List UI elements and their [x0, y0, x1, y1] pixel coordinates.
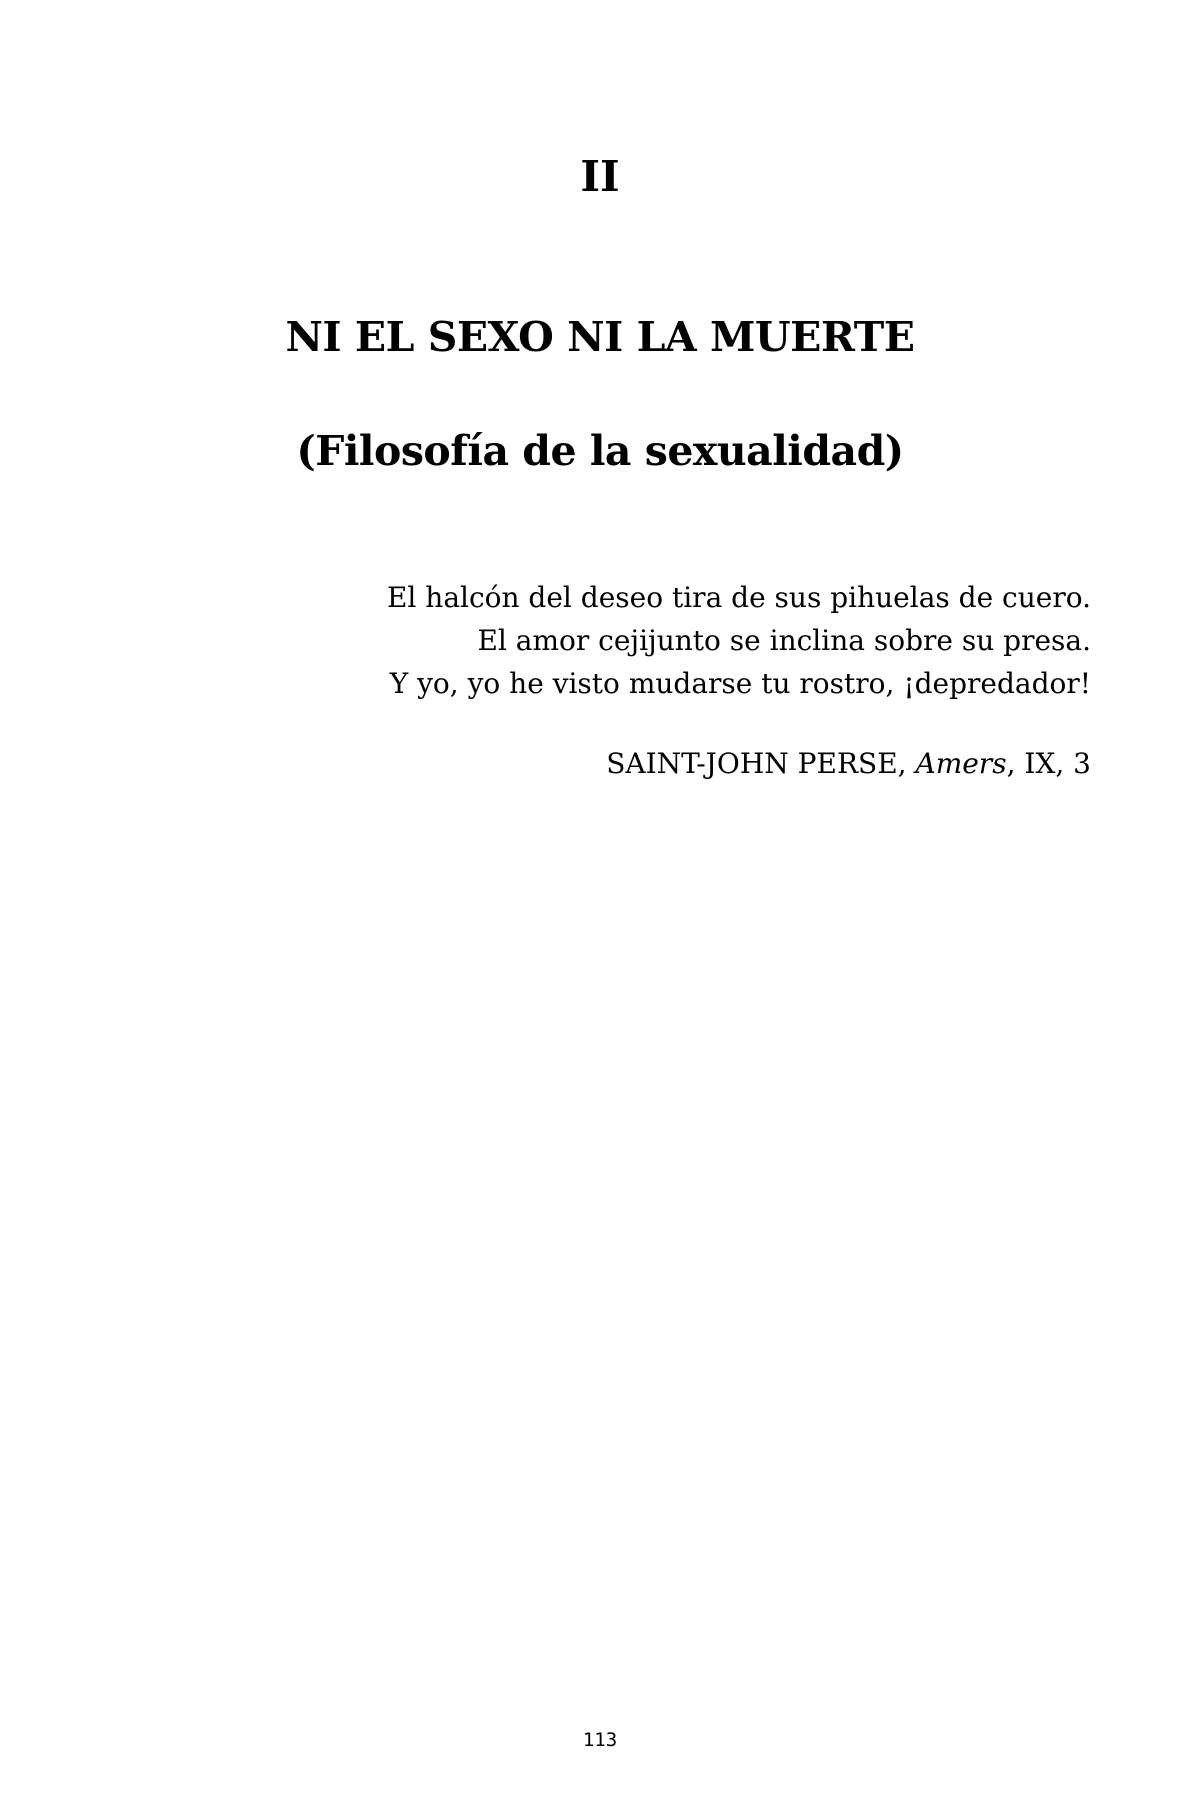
attribution-reference: , IX, 3 [1006, 747, 1091, 780]
epigraph-attribution [291, 744, 1091, 784]
page-number: 113 [582, 1729, 618, 1751]
epigraph-line: El halcón del deseo tira de sus pihuelas de cuero. [386, 581, 1091, 614]
epigraph-line: Y yo, yo he visto mudarse tu rostro, ¡depredador! [389, 667, 1091, 700]
attribution-author: SAINT-JOHN PERSE, [606, 747, 907, 780]
chapter-subtitle: (Filosofía de la sexualidad) [296, 427, 904, 475]
epigraph-line: El amor cejijunto se inclina sobre su presa. [477, 624, 1091, 657]
part-number: II [580, 152, 620, 201]
chapter-title: NI EL SEXO NI LA MUERTE [285, 313, 915, 361]
epigraph [291, 576, 1091, 705]
attribution-work: Amers [915, 747, 1007, 780]
